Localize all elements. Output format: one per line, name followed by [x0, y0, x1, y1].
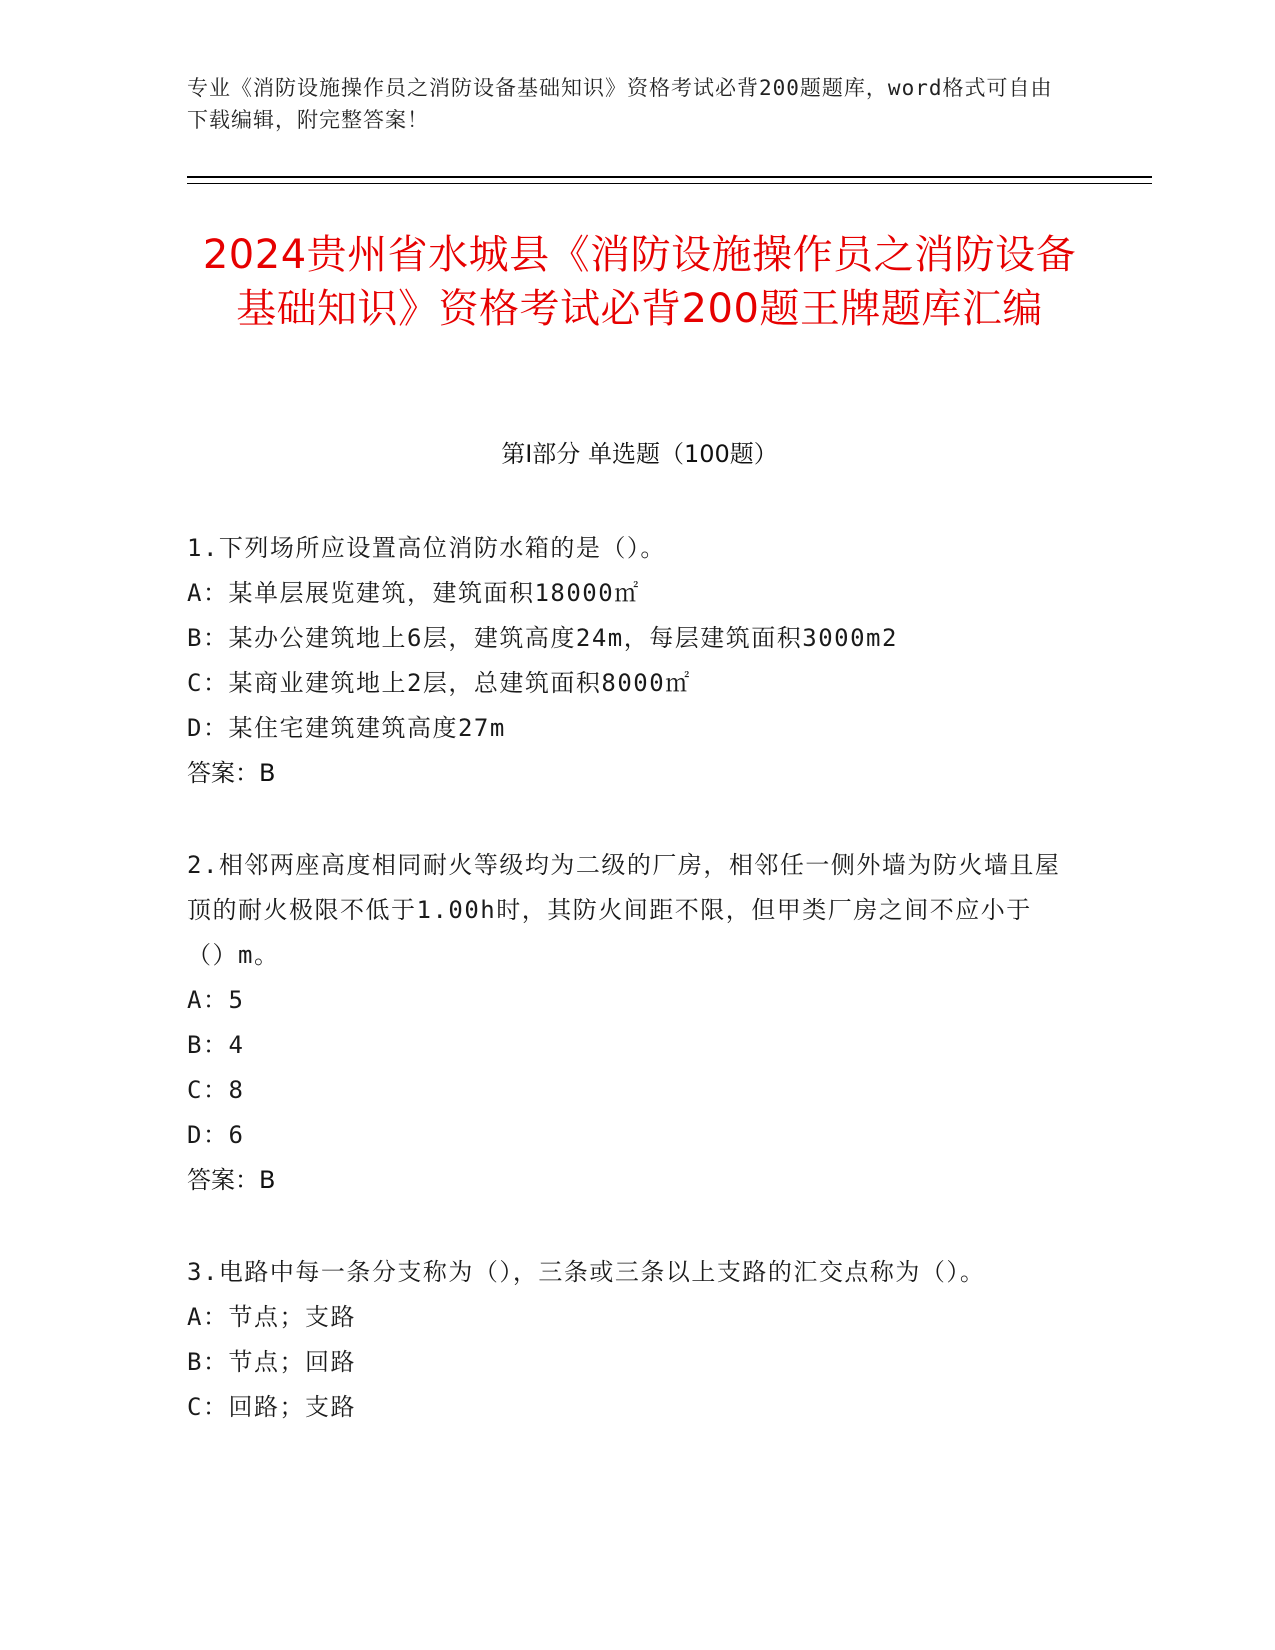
option-b: B：某办公建筑地上6层，建筑高度24m，每层建筑面积3000m2: [187, 624, 898, 652]
question-list: [187, 526, 1067, 1477]
question-answer: 答案：B: [187, 1166, 276, 1194]
option-b: B：节点；回路: [187, 1348, 356, 1376]
header-note: 专业《消防设施操作员之消防设备基础知识》资格考试必背200题题库，word格式可自由下载编辑，附完整答案！: [187, 76, 1053, 132]
option-c: C：8: [187, 1076, 245, 1104]
question-stem: 2.相邻两座高度相同耐火等级均为二级的厂房，相邻任一侧外墙为防火墙且屋顶的耐火极限不低于1.00h时，其防火间距不限，但甲类厂房之间不应小于（）m。: [187, 851, 1061, 969]
option-a: A：某单层展览建筑，建筑面积18000㎡: [187, 579, 640, 607]
option-c: C：回路；支路: [187, 1393, 356, 1421]
question-1: [187, 526, 1067, 796]
option-d: D：6: [187, 1121, 245, 1149]
question-2: [187, 843, 1067, 1203]
option-a: A：节点；支路: [187, 1303, 356, 1331]
option-a: A：5: [187, 986, 245, 1014]
header-rule-thin: [187, 183, 1152, 184]
option-d: D：某住宅建筑建筑高度27m: [187, 714, 506, 742]
document-title: 2024贵州省水城县《消防设施操作员之消防设备基础知识》资格考试必背200题王牌题库汇编: [202, 232, 1077, 332]
header-rule-thick: [187, 176, 1152, 178]
section-heading: 第Ⅰ部分 单选题（100题）: [501, 440, 778, 468]
question-stem: 3.电路中每一条分支称为（），三条或三条以上支路的汇交点称为（）。: [187, 1258, 986, 1286]
question-3: [187, 1250, 1067, 1430]
option-c: C：某商业建筑地上2层，总建筑面积8000㎡: [187, 669, 691, 697]
question-stem: 1.下列场所应设置高位消防水箱的是（）。: [187, 534, 666, 562]
option-b: B：4: [187, 1031, 245, 1059]
question-answer: 答案：B: [187, 759, 276, 787]
